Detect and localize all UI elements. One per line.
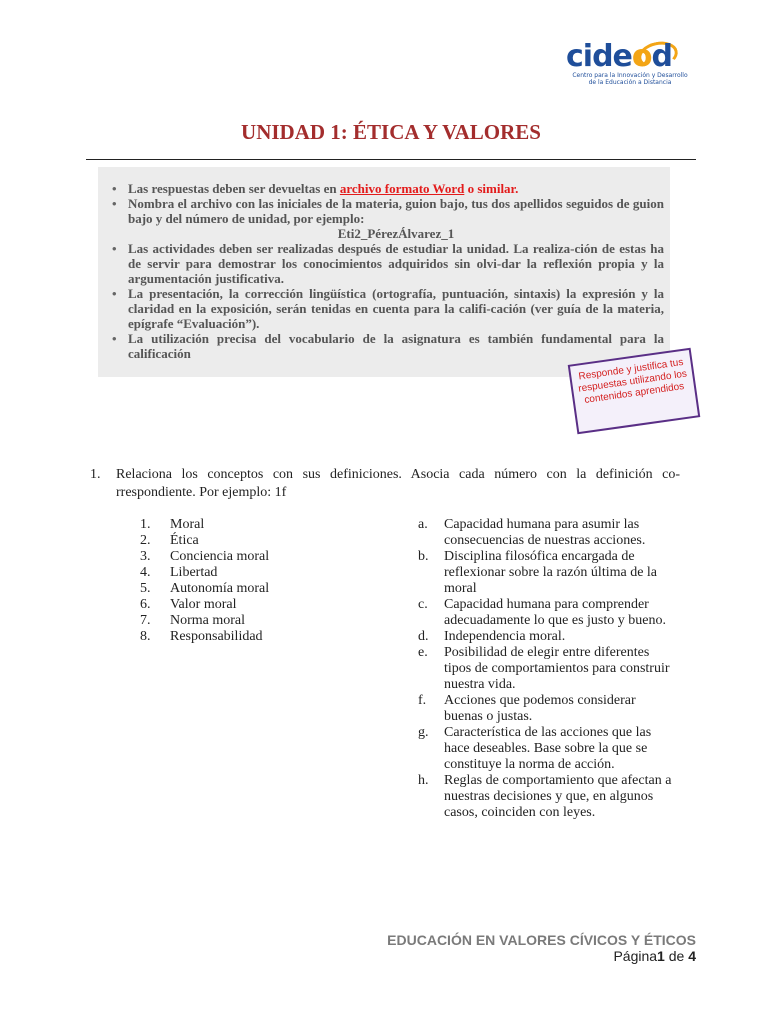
concepts-list: [140, 517, 340, 645]
list-item: d. Independencia moral.: [418, 629, 566, 644]
list-item: f. Acciones que podemos considerar buenas o justas.: [418, 693, 636, 724]
footer-subject: EDUCACIÓN EN VALORES CÍVICOS Y ÉTICOS: [387, 932, 696, 948]
list-item: c. Capacidad humana para comprender adecuadamente lo que es justo y bueno.: [418, 597, 666, 628]
list-item: 5. Autonomía moral: [140, 581, 270, 596]
instruction-item: • La presentación, la corrección lingüística (ortografía, puntuación, sintaxis) la expresión y la claridad en la exposición, serán tenidas en cuenta para la califi-cación (ver guía de la materia, epígrafe “Evaluación”).: [98, 286, 670, 331]
list-item: g. Característica de las acciones que las hace deseables. Base sobre la que se constituye la norma de acción.: [418, 725, 652, 772]
list-item: 8. Responsabilidad: [140, 629, 263, 644]
list-item: 1. Moral: [140, 517, 205, 532]
list-item: h. Reglas de comportamiento que afectan a nuestras decisiones y que, en algunos casos, coinciden con leyes.: [418, 773, 672, 820]
instruction-item: • Nombra el archivo con las iniciales de la materia, guion bajo, tus dos apellidos seguidos de guion bajo y del número de unidad, por ejemplo: Eti2_PérezÁlvarez_1: [98, 196, 670, 241]
instruction-item: • Las respuestas deben ser devueltas en archivo formato Word o similar.: [98, 181, 670, 196]
list-item: 7. Norma moral: [140, 613, 246, 628]
instruction-item: • La utilización precisa del vocabulario de la asignatura es también fundamental para la calificación: [98, 331, 670, 361]
list-item: 3. Conciencia moral: [140, 549, 270, 564]
logo-subtitle: Centro para la Innovación y Desarrollo de la Educación a Distancia: [572, 72, 688, 86]
question-text: Relaciona los conceptos con sus definiciones. Asocia cada número con la definición co-rrespondiente. Por ejemplo: 1f: [116, 467, 680, 500]
definitions-list: [414, 517, 676, 821]
unit-title: UNIDAD 1: ÉTICA Y VALORES: [241, 120, 541, 144]
page-number: Página1 de 4: [613, 948, 696, 964]
list-item: 2. Ética: [140, 533, 199, 548]
list-item: b. Disciplina filosófica encargada de reflexionar sobre la razón última de la moral: [418, 549, 658, 596]
question-number: 1.: [90, 467, 101, 482]
list-item: 6. Valor moral: [140, 597, 237, 612]
instruction-item: • Las actividades deben ser realizadas después de estudiar la unidad. La realiza-ción de estas ha de servir para demostrar los conocimientos adquiridos sin olvi-dar la reflexión propia y la argumentación justificativa.: [98, 241, 670, 286]
list-item: e. Posibilidad de elegir entre diferentes tipos de comportamientos para construir nuestra vida.: [418, 645, 670, 692]
list-item: a. Capacidad humana para asumir las consecuencias de nuestras acciones.: [418, 517, 646, 548]
list-item: 4. Libertad: [140, 565, 218, 580]
format-link[interactable]: archivo formato Word: [339, 181, 465, 196]
cidead-logo: [562, 40, 692, 90]
logo-wordmark: cideod: [566, 39, 672, 74]
question-1: [90, 466, 680, 502]
instructions-box: [98, 167, 670, 377]
title-divider: [86, 159, 696, 160]
sticky-note: Responde y justifica tus respuestas utilizando los contenidos aprendidos: [568, 348, 701, 435]
filename-example: Eti2_PérezÁlvarez_1: [337, 226, 455, 241]
